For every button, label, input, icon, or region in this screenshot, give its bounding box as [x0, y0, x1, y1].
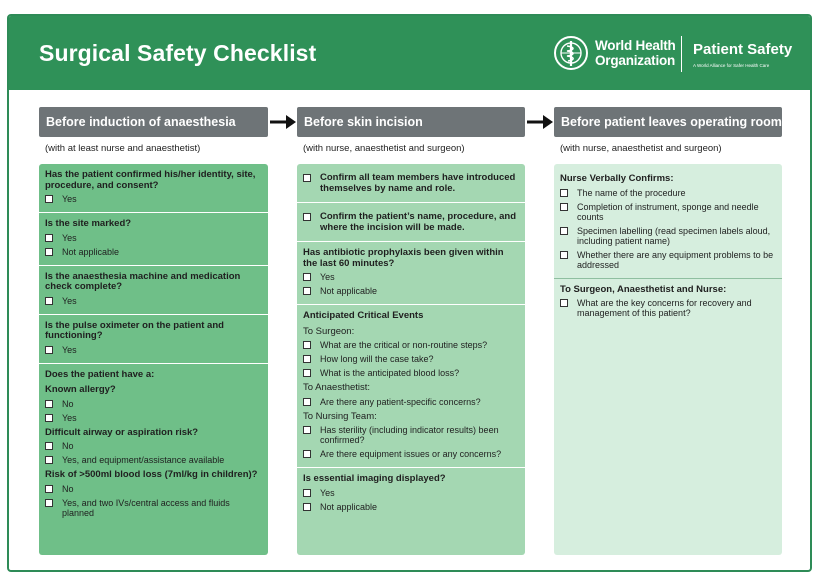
option-label: Specimen labelling (read specimen labels aloud, including patient name)	[577, 225, 771, 246]
option-yes[interactable]	[45, 194, 262, 204]
column-incision	[297, 164, 525, 555]
question: Is essential imaging displayed?	[303, 473, 446, 484]
who-emblem-icon	[553, 35, 589, 71]
subheading-anaesthetist: To Anaesthetist:	[303, 382, 371, 393]
arrow-right-icon	[268, 113, 298, 131]
question: Has antibiotic prophylaxis been given within the last 60 minutes?	[303, 247, 504, 269]
option-no[interactable]	[45, 484, 262, 494]
option-recovery-concerns[interactable]	[560, 298, 776, 318]
column-subtitle-induction: (with at least nurse and anaesthetist)	[45, 143, 201, 154]
option-case-duration[interactable]	[303, 354, 519, 364]
program-title: Patient Safety	[693, 41, 793, 58]
org-name-line1: World Health	[595, 38, 676, 53]
column-header-incision: Before skin incision	[297, 107, 525, 137]
header-divider	[681, 36, 682, 72]
option-label: Yes	[320, 272, 335, 282]
checkbox[interactable]	[303, 287, 311, 295]
checkbox[interactable]	[303, 503, 311, 511]
checkbox[interactable]	[45, 195, 53, 203]
option-yes[interactable]	[303, 272, 519, 282]
option-counts[interactable]	[560, 202, 776, 222]
checkbox[interactable]	[45, 248, 53, 256]
option-critical-steps[interactable]	[303, 340, 519, 350]
column-header-leaves: Before patient leaves operating room	[554, 107, 782, 137]
checkbox[interactable]	[303, 369, 311, 377]
option-label: Are there any patient-specific concerns?	[320, 396, 481, 407]
org-name	[595, 38, 676, 68]
option-not-applicable[interactable]	[45, 247, 262, 257]
option-label: No	[62, 398, 74, 409]
page-title: Surgical Safety Checklist	[39, 40, 317, 66]
option-label: What are the key concerns for recovery and management of this patient?	[577, 298, 752, 318]
option-team-intro[interactable]	[303, 173, 519, 194]
option-sterility[interactable]	[303, 425, 519, 445]
option-label: Not applicable	[62, 246, 120, 257]
option-label: Yes	[62, 194, 77, 204]
section-title: To Surgeon, Anaesthetist and Nurse:	[560, 283, 727, 295]
column-subtitle-incision: (with nurse, anaesthetist and surgeon)	[303, 143, 465, 154]
option-not-applicable[interactable]	[303, 502, 519, 512]
section-oximeter	[39, 315, 268, 364]
option-label: No	[62, 441, 74, 451]
question: Is the anaesthesia machine and medication check complete?	[45, 270, 241, 292]
option-label: Confirm all team members have introduced themselves by name and role.	[320, 172, 516, 194]
option-label: No	[62, 483, 74, 494]
option-yes[interactable]	[45, 345, 262, 355]
option-label: What is the anticipated blood loss?	[320, 368, 460, 378]
checkbox[interactable]	[303, 213, 311, 221]
question: Is the site marked?	[45, 218, 132, 229]
subheading-surgeon: To Surgeon:	[303, 325, 355, 337]
checkbox[interactable]	[45, 442, 53, 450]
header-bar	[9, 16, 810, 90]
subheading-nursing: To Nursing Team:	[303, 410, 377, 422]
option-label: Confirm the patient’s name, procedure, and where the incision will be made.	[320, 211, 517, 233]
option-confirm-patient[interactable]	[303, 212, 519, 233]
option-not-applicable[interactable]	[303, 286, 519, 296]
section-title: Nurse Verbally Confirms:	[560, 173, 674, 184]
checkbox[interactable]	[303, 426, 311, 434]
option-yes[interactable]	[45, 413, 262, 423]
option-label: Yes	[320, 487, 335, 498]
option-label: How long will the case take?	[320, 354, 434, 364]
checkbox[interactable]	[45, 414, 53, 422]
column-header-induction: Before induction of anaesthesia	[39, 107, 268, 137]
option-yes[interactable]	[303, 488, 519, 498]
option-label: Yes	[62, 412, 77, 423]
question: Does the patient have a:	[45, 368, 155, 380]
option-label: Has sterility (including indicator results) been confirmed?	[320, 425, 499, 445]
checkbox[interactable]	[560, 299, 568, 307]
option-label: Yes, and equipment/assistance available	[62, 455, 225, 465]
checkbox[interactable]	[303, 341, 311, 349]
section-antibiotic	[297, 242, 525, 305]
checkbox[interactable]	[560, 251, 568, 259]
option-equipment-issues[interactable]	[303, 449, 519, 459]
option-yes[interactable]	[45, 455, 262, 465]
option-specimen-labelling[interactable]	[560, 226, 776, 246]
option-yes[interactable]	[45, 233, 262, 243]
option-label: Yes, and two IVs/central access and fluids planned	[62, 497, 230, 518]
section-confirm-patient	[297, 203, 525, 242]
column-subtitle-leaves: (with nurse, anaesthetist and surgeon)	[560, 143, 722, 154]
option-label: Yes	[62, 232, 77, 243]
section-title: Anticipated Critical Events	[303, 310, 424, 321]
option-label: What are the critical or non-routine steps?	[320, 340, 488, 350]
option-yes[interactable]	[45, 296, 262, 306]
checkbox[interactable]	[303, 489, 311, 497]
option-label: Yes	[62, 344, 77, 355]
section-machine	[39, 266, 268, 315]
option-label: Not applicable	[320, 286, 378, 296]
column-induction	[39, 164, 268, 555]
option-no[interactable]	[45, 441, 262, 451]
checkbox[interactable]	[560, 203, 568, 211]
section-identity	[39, 164, 268, 213]
option-patient-concerns[interactable]	[303, 397, 519, 407]
column-leaves	[554, 164, 782, 555]
option-yes[interactable]	[45, 498, 262, 518]
checkbox[interactable]	[303, 355, 311, 363]
subquestion-allergy: Known allergy?	[45, 384, 116, 395]
section-site	[39, 213, 268, 266]
subquestion-airway: Difficult airway or aspiration risk?	[45, 426, 199, 438]
option-label: Whether there are any equipment problems to be addressed	[577, 249, 774, 270]
checkbox[interactable]	[45, 499, 53, 507]
section-patient-risks	[39, 364, 268, 526]
checkbox[interactable]	[45, 346, 53, 354]
option-blood-loss[interactable]	[303, 368, 519, 378]
option-label: Not applicable	[320, 501, 378, 512]
option-no[interactable]	[45, 399, 262, 409]
option-label: Are there equipment issues or any concerns?	[320, 449, 502, 459]
checkbox[interactable]	[45, 456, 53, 464]
subquestion-blood-loss: Risk of >500ml blood loss (7ml/kg in children)?	[45, 469, 258, 480]
checkbox[interactable]	[303, 398, 311, 406]
section-critical-events	[297, 305, 525, 468]
checkbox[interactable]	[45, 234, 53, 242]
checkbox[interactable]	[303, 450, 311, 458]
program-subtitle: A World Alliance for Safer Health Care	[693, 63, 770, 68]
org-name-line2: Organization	[595, 53, 676, 68]
option-label: Yes	[62, 295, 77, 306]
checkbox[interactable]	[560, 227, 568, 235]
checkbox[interactable]	[45, 297, 53, 305]
checkbox[interactable]	[303, 273, 311, 281]
checklist-card	[7, 14, 812, 572]
checkbox[interactable]	[45, 400, 53, 408]
section-team-concerns	[554, 279, 782, 327]
option-label: The name of the procedure	[577, 187, 686, 198]
option-procedure-name[interactable]	[560, 188, 776, 198]
section-team-intro	[297, 164, 525, 203]
checkbox[interactable]	[560, 189, 568, 197]
checkbox[interactable]	[45, 485, 53, 493]
checkbox[interactable]	[303, 174, 311, 182]
option-label: Completion of instrument, sponge and needle counts	[577, 201, 759, 222]
arrow-right-icon	[525, 113, 555, 131]
question: Has the patient confirmed his/her identity, site, procedure, and consent?	[45, 169, 256, 191]
section-nurse-confirms	[554, 164, 782, 279]
question: Is the pulse oximeter on the patient and functioning?	[45, 319, 224, 341]
section-imaging	[297, 468, 525, 520]
option-equipment-problems[interactable]	[560, 250, 776, 270]
